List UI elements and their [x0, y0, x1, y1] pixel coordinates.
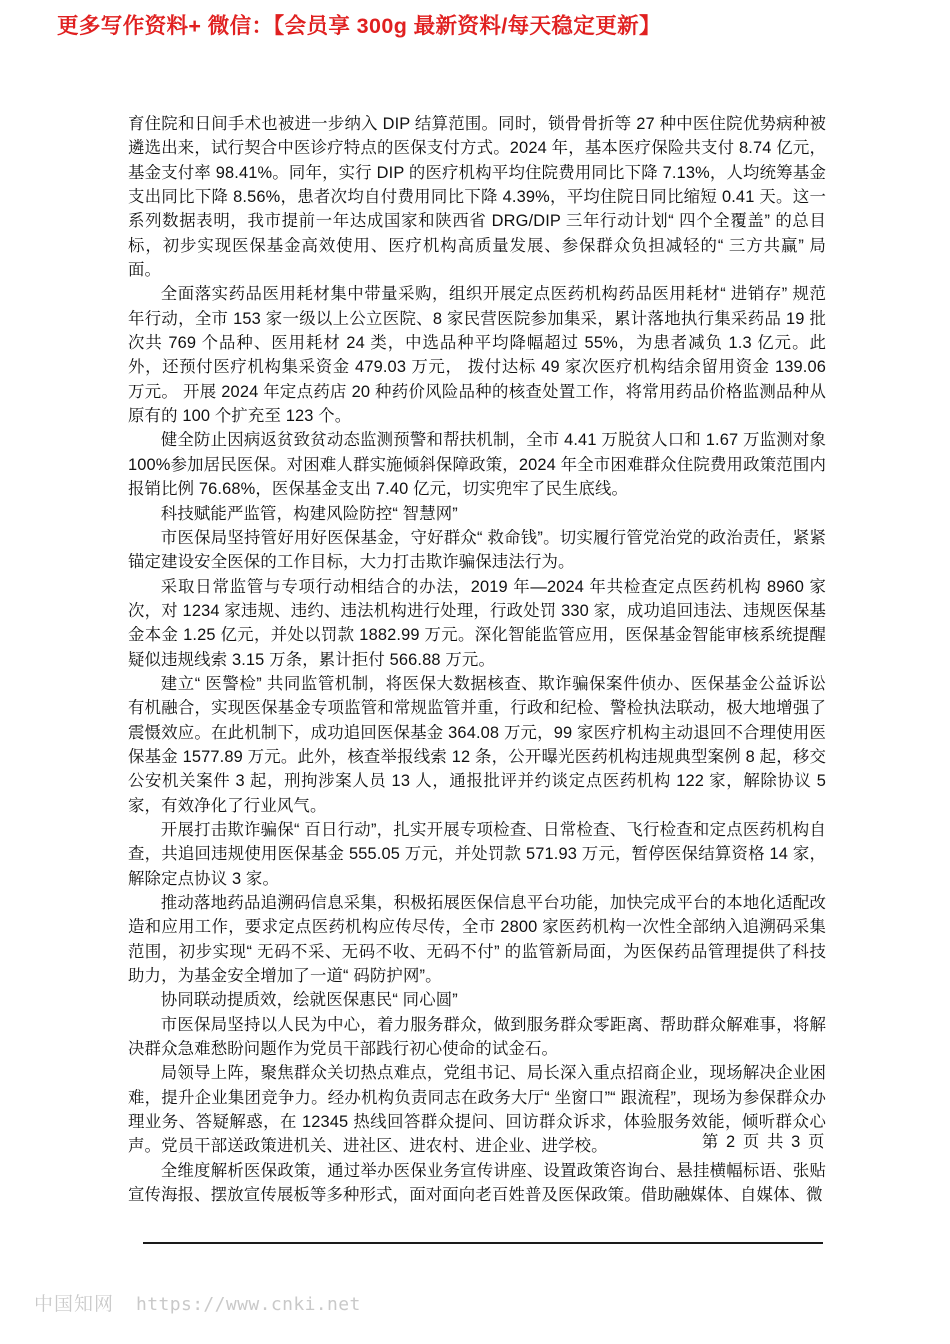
- footer-divider: [143, 1242, 823, 1244]
- promo-header-banner: 更多写作资料+ 微信：【会员享 300g 最新资料/每天稳定更新】: [57, 14, 661, 38]
- paragraph-hundred-day-action: 开展打击欺诈骗保“ 百日行动”，扎实开展专项检查、日常检查、飞行检查和定点医药机构自查，共追回违规使用医保基金 555.05 万元，并处罚款 571.93 万元，暂停医保结算资格 14 家，解除定点协议 3 家。: [128, 820, 826, 888]
- page-number-footer: 第 2 页 共 3 页: [701, 1133, 826, 1151]
- paragraph-fund-supervision-duty: 市医保局坚持管好用好医保基金，守好群众“ 救命钱”。切实履行管党治党的政治责任，紧紧锚定建设安全医保的工作目标，大力打击欺诈骗保违法行为。: [128, 528, 826, 572]
- paragraph-poverty-monitoring: 健全防止因病返贫致贫动态监测预警和帮扶机制，全市 4.41 万脱贫人口和 1.67 万监测对象 100%参加居民医保。对困难人群实施倾斜保障政策，2024 年全市困难群众住院费用政策范围内报销比例 76.68%，医保基金支出 7.40 亿元，切实兜牢了民生底线。: [128, 431, 826, 499]
- paragraph-people-centered: 市医保局坚持以人民为中心，着力服务群众，做到服务群众零距离、帮助群众解难事，将解决群众急难愁盼问题作为党员干部践行初心使命的试金石。: [128, 1015, 826, 1059]
- paragraph-centralized-procurement: 全面落实药品医用耗材集中带量采购，组织开展定点医药机构药品医用耗材“ 进销存” 规范年行动，全市 153 家一级以上公立医院、8 家民营医院参加集采，累计落地执行集采药品 19 批次共 769 个品种、医用耗材 24 类，中选品种平均降幅超过 55%，为患者减负 1.3 亿元。此外，还预付医疗机构集采资金 479.03 万元， 拨付达标 49 家次医疗机构结余留用资金 139.06 万元。 开展 2024 年定点药店 20 种药价风险品种的核查处置工作，将常用药品价格监测品种从原有的 100 个扩充至 123 个。: [128, 285, 826, 426]
- paragraph-leaders-frontline: 局领导上阵，聚焦群众关切热点难点，党组书记、局长深入重点招商企业，现场解决企业困难，提升企业集团竞争力。经办机构负责同志在政务大厅“ 坐窗口”“ 跟流程”，现场为参保群众办理业务、答疑解惑，在 12345 热线回答群众提问、回访群众诉求，体验服务效能，倾听群众心声。党员干部送政策进机关、进社区、进农村、进企业、进学校。: [128, 1064, 826, 1156]
- paragraph-heading-concentric-circle: 协同联动提质效，绘就医保惠民“ 同心圆”: [160, 991, 458, 1010]
- cnki-watermark-url: https://www.cnki.net: [136, 1294, 361, 1315]
- paragraph-dip-settlement: 育住院和日间手术也被进一步纳入 DIP 结算范围。同时，锁骨骨折等 27 种中医住院优势病种被遴选出来，试行契合中医诊疗特点的医保支付方式。2024 年，基本医疗保险共支付 8.74 亿元，基金支付率 98.41%。同年，实行 DIP 的医疗机构平均住院费用同比下降 7.13%，人均统筹基金支出同比下降 8.56%，患者次均自付费用同比下降 4.39%，平均住院日同比缩短 0.41 天。这一系列数据表明，我市提前一年达成国家和陕西省 DRG/DIP 三年行动计划“ 四个全覆盖” 的总目标，初步实现医保基金高效使用、医疗机构高质量发展、参保群众负担减轻的“ 三方共赢” 局面。: [128, 115, 826, 280]
- paragraph-joint-supervision: 建立“ 医警检” 共同监管机制，将医保大数据核查、欺诈骗保案件侦办、医保基金公益诉讼有机融合，实现医保基金专项监管和常规监管并重，行政和纪检、警检执法联动，极大地增强了震慑效应。在此机制下，成功追回医保基金 364.08 万元，99 家医疗机构主动退回不合理使用医保基金 1577.89 万元。此外，核查举报线索 12 条，公开曝光医药机构违规典型案例 8 起，移交公安机关案件 3 起，刑拘涉案人员 13 人，通报批评并约谈定点医药机构 122 家，解除协议 5 家，有效净化了行业风气。: [128, 674, 826, 815]
- paragraph-daily-special-inspection: 采取日常监管与专项行动相结合的办法，2019 年—2024 年共检查定点医药机构 8960 家次，对 1234 家违规、违约、违法机构进行处理，行政处罚 330 家，成功追回违法、违规医保基金本金 1.25 亿元，并处以罚款 1882.99 万元。深化智能监管应用，医保基金智能审核系统提醒疑似违规线索 3.15 万条，累计拒付 566.88 万元。: [128, 577, 826, 669]
- cnki-watermark-name: 中国知网: [34, 1293, 115, 1315]
- cnki-watermark: [34, 1289, 361, 1316]
- document-body: [128, 112, 826, 1207]
- paragraph-policy-publicity: 全维度解析医保政策，通过举办医保业务宣传讲座、设置政策咨询台、悬挂横幅标语、张贴宣传海报、摆放宣传展板等多种形式，面对面向老百姓普及医保政策。借助融媒体、自媒体、微: [128, 1161, 826, 1205]
- paragraph-heading-smart-net: 科技赋能严监管，构建风险防控“ 智慧网”: [160, 504, 458, 523]
- paragraph-traceability-code: 推动落地药品追溯码信息采集，积极拓展医保信息平台功能，加快完成平台的本地化适配改造和应用工作，要求定点医药机构应传尽传，全市 2800 家医药机构一次性全部纳入追溯码采集范围，初步实现“ 无码不采、无码不收、无码不付” 的监管新局面，为医保药品管理提供了科技助力，为基金安全增加了一道“ 码防护网”。: [128, 894, 826, 986]
